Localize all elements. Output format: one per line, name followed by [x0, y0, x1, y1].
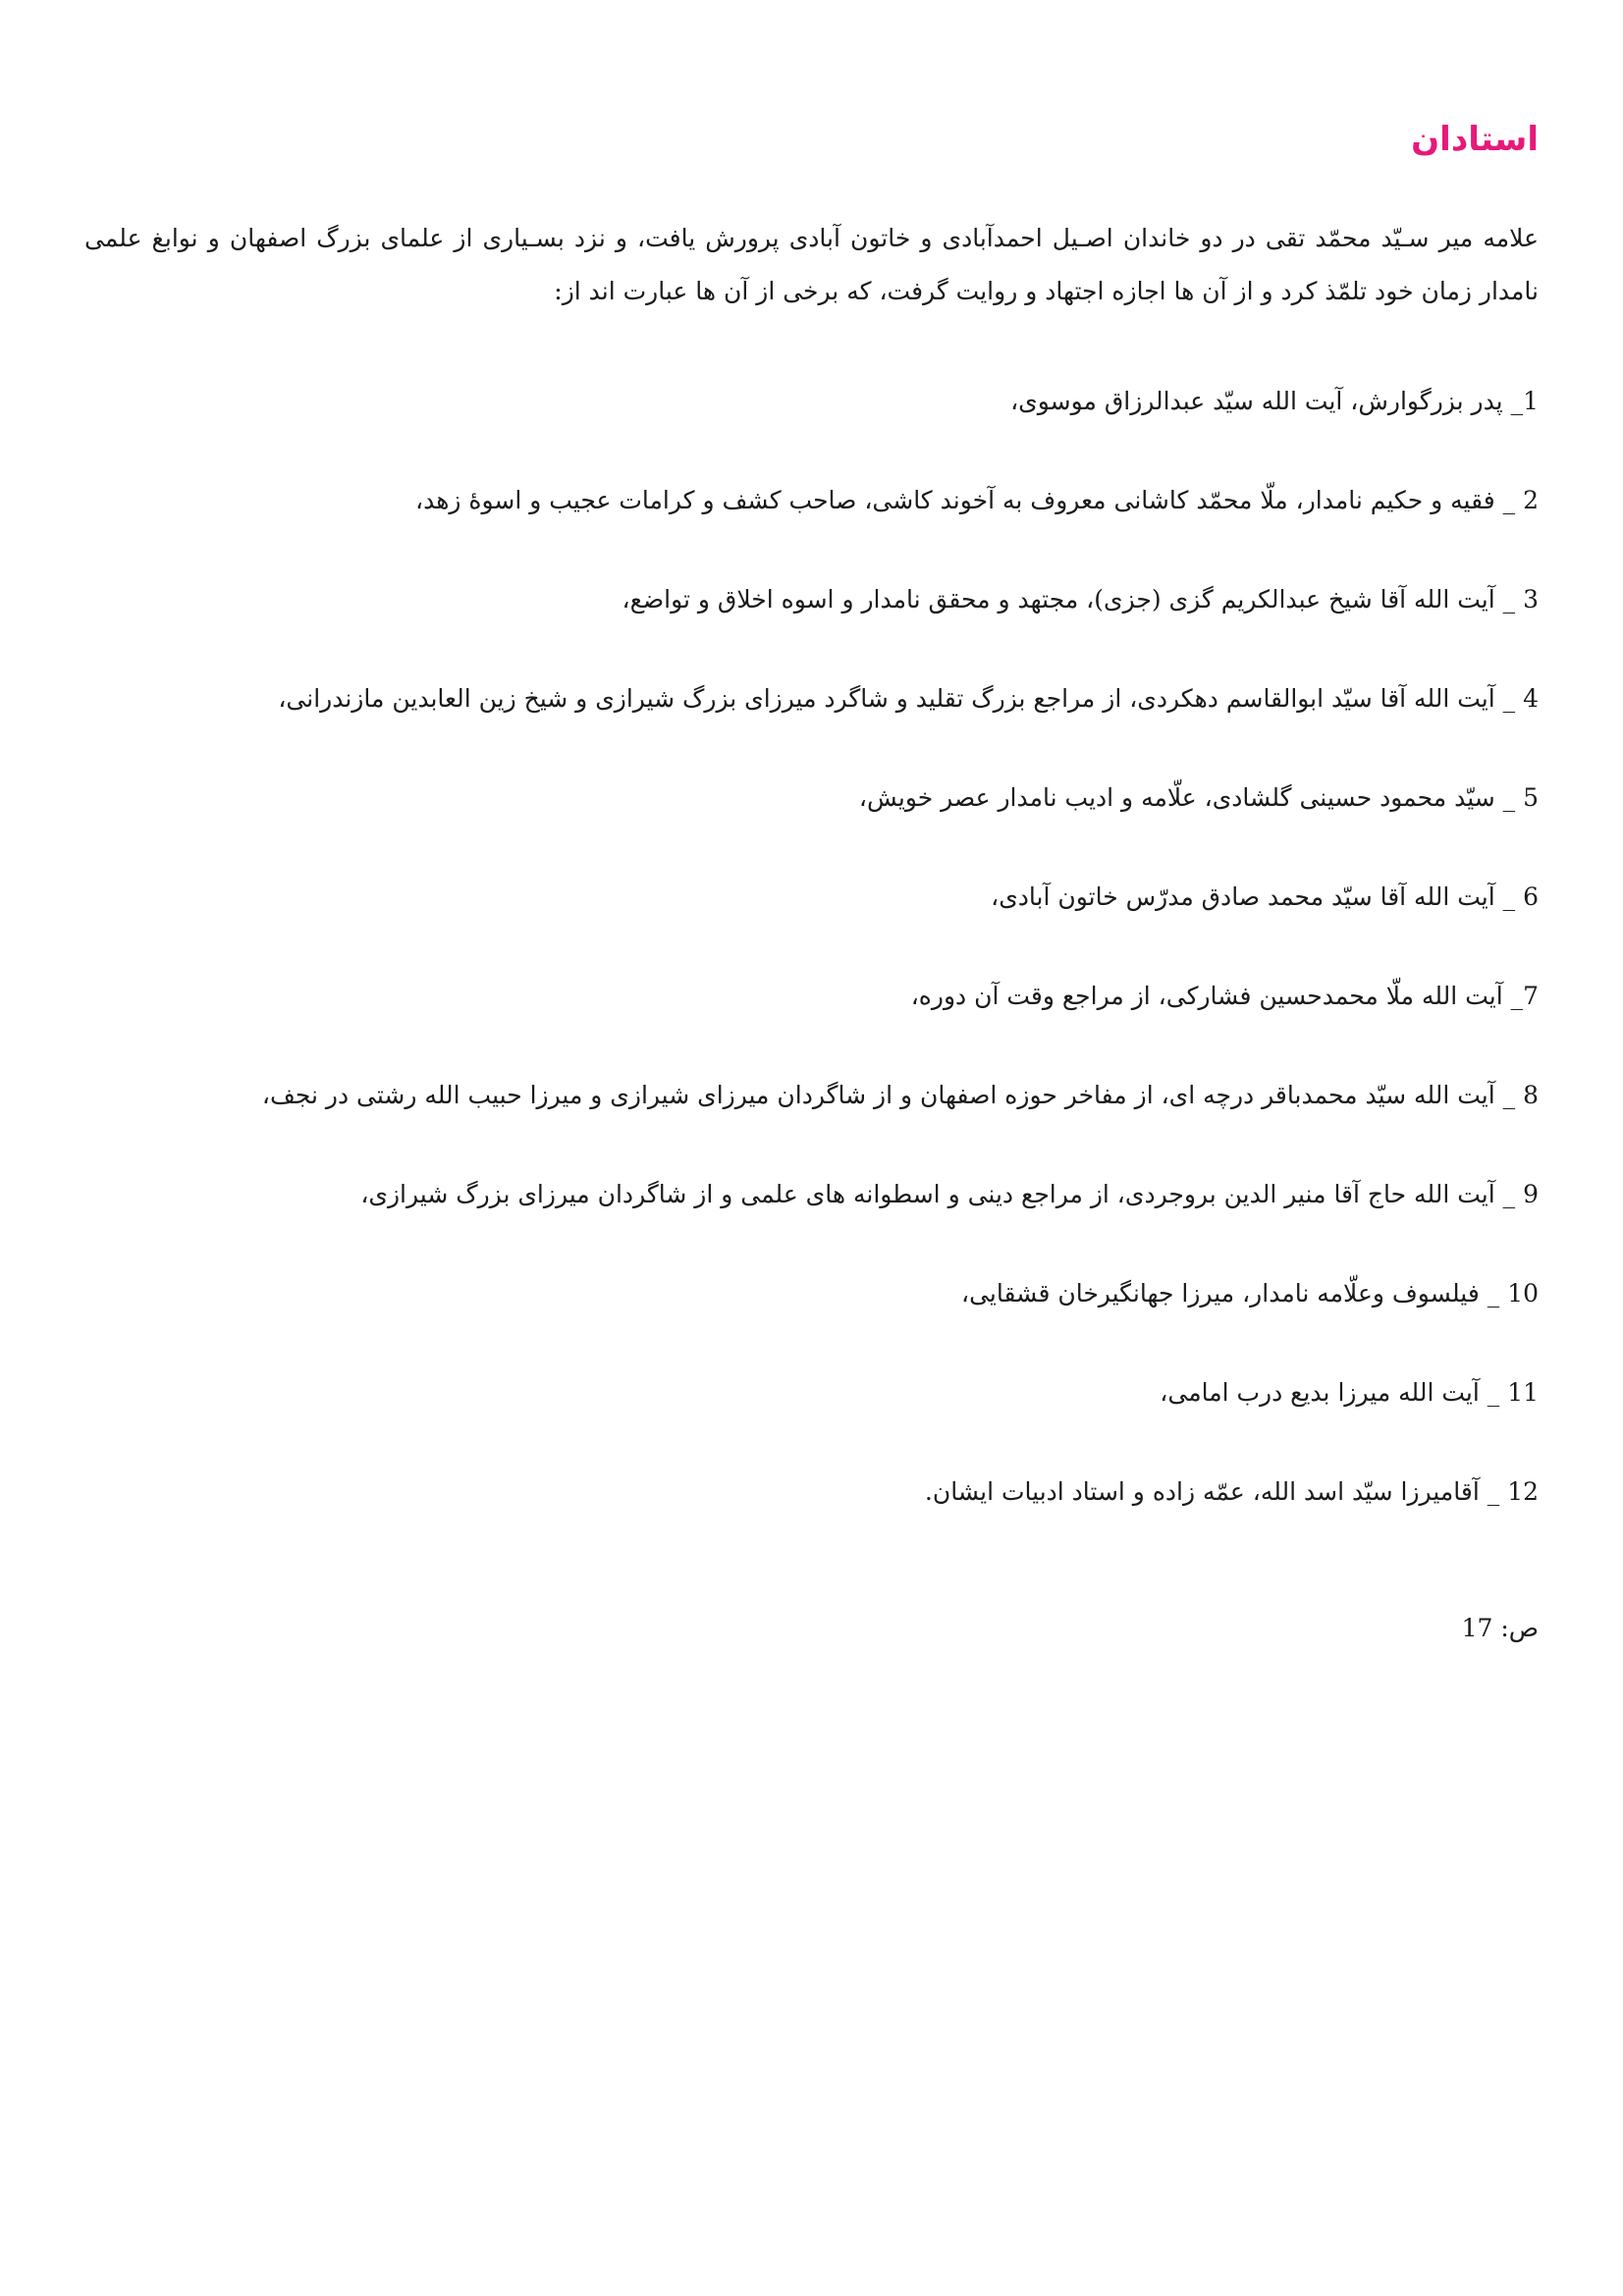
list-item: 10 _ فیلسوف وعلّامه نامدار، میرزا جهانگیرخان قشقایی،	[961, 1279, 1539, 1308]
list-item: 2 _ فقیه و حکیم نامدار، ملّا محمّد کاشانی معروف به آخوند کاشی، صاحب کشف و کرامات عجیب و اسوهٔ زهد،	[415, 486, 1539, 514]
section-heading: استادان	[1411, 120, 1539, 159]
teachers-list	[84, 375, 1539, 1565]
page-number: ص: 17	[1461, 1614, 1539, 1642]
list-item: 4 _ آیت الله آقا سیّد ابوالقاسم دهکردی، از مراجع بزرگ تقلید و شاگرد میرزای بزرگ شیرازی و شیخ زین العابدین مازندرانی،	[278, 684, 1539, 713]
list-item: 9 _ آیت الله حاج آقا منیر الدین بروجردی، از مراجع دینی و اسطوانه های علمی و از شاگردان میرزای بزرگ شیرازی،	[360, 1180, 1539, 1208]
list-item: 12 _ آقامیرزا سیّد اسد الله، عمّه زاده و استاد ادبیات ایشان.	[924, 1477, 1539, 1506]
list-item: 1_ پدر بزرگوارش، آیت الله سیّد عبدالرزاق موسوی،	[1010, 387, 1539, 415]
intro-paragraph: علامه میر سـیّد محمّد تقی در دو خاندان اصـیل احمدآبادی و خاتون آبادی پرورش یافت، و نزد بسـیاری از علمای بزرگ اصفهان و نوابغ علمی نامدار زمان خود تلمّذ کرد و از آن ها اجازه اجتهاد و روایت گرفت، که برخی از آن ها عبارت اند از:	[84, 224, 1539, 305]
list-item: 11 _ آیت الله میرزا بدیع درب امامی،	[1160, 1378, 1539, 1407]
list-item: 3 _ آیت الله آقا شیخ عبدالکریم گزی (جزی)، مجتهد و محقق نامدار و اسوه اخلاق و تواضع،	[622, 585, 1539, 614]
list-item: 8 _ آیت الله سیّد محمدباقر درچه ای، از مفاخر حوزه اصفهان و از شاگردان میرزای شیرازی و میرزا حبیب الله رشتی در نجف،	[261, 1081, 1539, 1109]
list-item: 6 _ آیت الله آقا سیّد محمد صادق مدرّس خاتون آبادی،	[991, 882, 1539, 911]
list-item: 7_ آیت الله ملّا محمدحسین فشارکی، از مراجع وقت آن دوره،	[910, 982, 1539, 1010]
list-item: 5 _ سیّد محمود حسینی گلشادی، علّامه و ادیب نامدار عصر خویش،	[858, 783, 1539, 812]
